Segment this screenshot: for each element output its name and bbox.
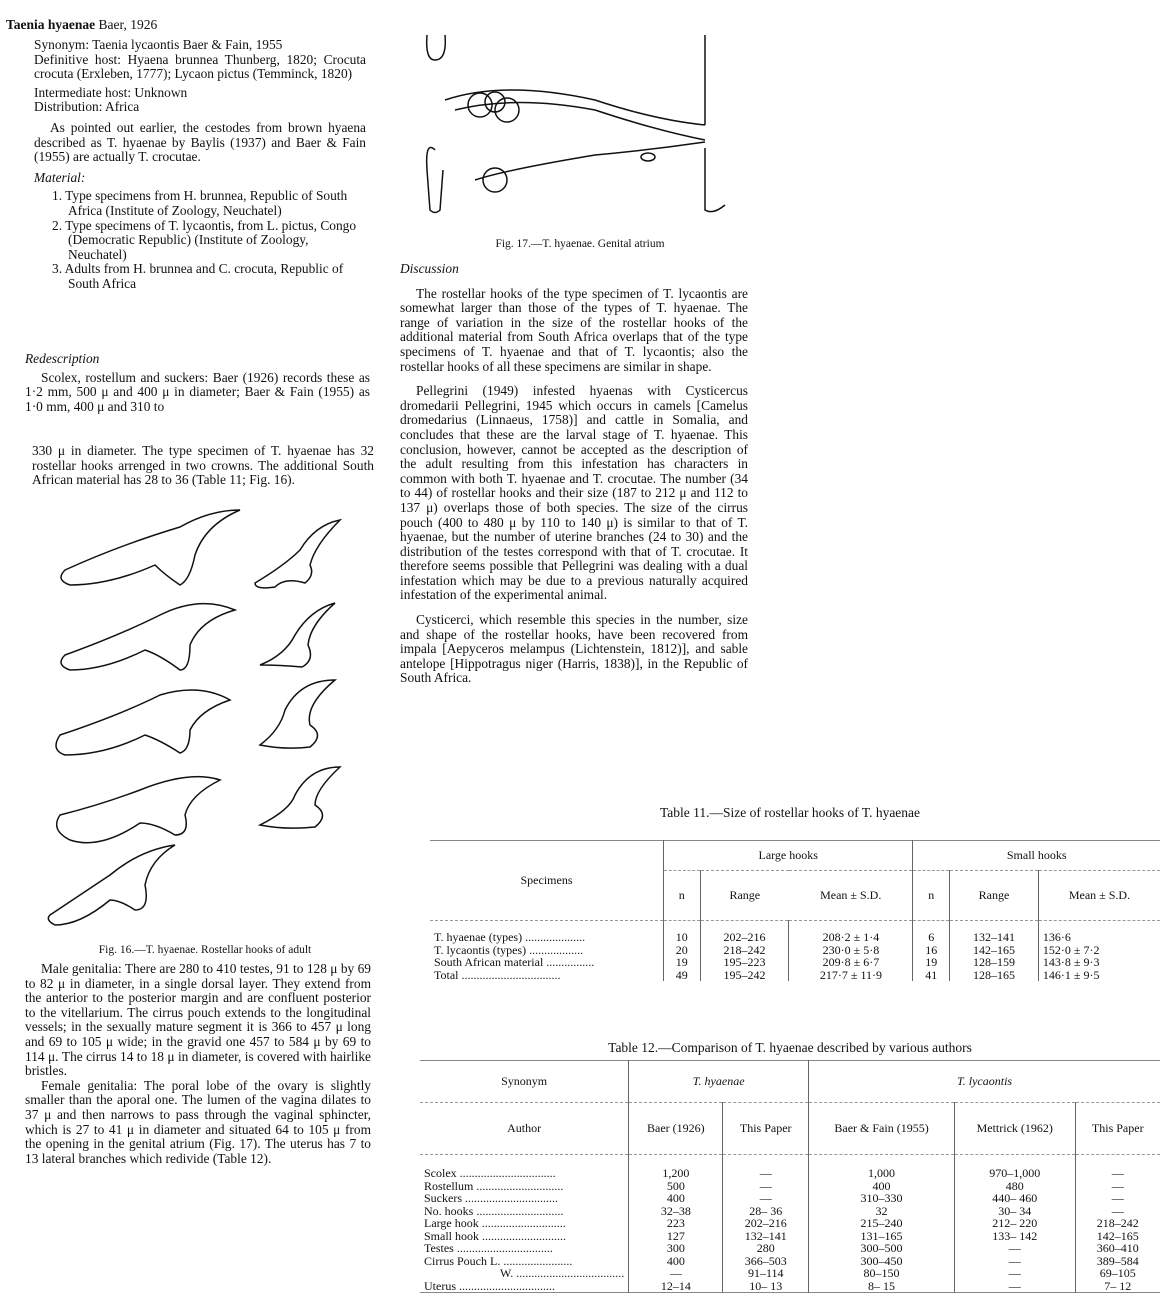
definitive-host: Definitive host: Hyaena brunnea Thunberg, 1820; Crocuta crocuta (Erxleben, 1777); Lycaon pictus (Temminck, 1820) [34,51,366,82]
col-header: Small hooks [913,841,1160,871]
table-cell: 20 [664,944,701,957]
table-cell: 300–500 [809,1242,955,1255]
table-row [430,956,1160,969]
table-cell: 202–216 [723,1217,809,1230]
table-cell: 6 [913,921,950,944]
table-cell: 152·0 ± 7·2 [1038,944,1160,957]
material-item: 2. Type specimens of T. lycaontis, from L. pictus, Congo (Democratic Republic) (Institute of Zoology, Neuchatel) [52,217,357,262]
table-cell: Scolex ................................ [424,1166,556,1180]
table-cell: — [1075,1192,1160,1205]
table-cell: 133– 142 [955,1230,1076,1243]
table-cell: Large hook ............................ [424,1216,566,1230]
table-cell: — [1075,1155,1160,1180]
redescription-heading: Redescription [25,351,100,366]
table-cell: 136·6 [1038,921,1160,944]
table-row [420,1280,1160,1293]
discussion-section [400,262,748,686]
table-cell: 128–159 [950,956,1039,969]
table-cell: 400 [629,1255,723,1268]
table-cell: T. hyaenae (types) .................... [434,930,586,944]
table-cell: 131–165 [809,1230,955,1243]
table-cell: 208·2 ± 1·4 [789,921,913,944]
table-cell: No. hooks ............................. [424,1203,564,1218]
table-cell: — [629,1267,723,1280]
discussion-paragraph: The rostellar hooks of the type specimen of T. lycaontis are somewhat larger than those of the types of T. hyaenae. The range of variation in the size of the rostellar hooks of the additional material from South Africa overlaps that of the type specimens of T. hyaenae and that of T. lycaontis; also the rostellar hooks of all these specimens are similar in shape. [400,285,748,374]
table-cell: 217·7 ± 11·9 [789,969,913,982]
table-cell: 8– 15 [809,1280,955,1293]
table-cell: Small hook ............................ [424,1228,567,1243]
table-cell: 10– 13 [723,1280,809,1293]
table-cell: 400 [809,1180,955,1193]
table-cell: — [723,1155,809,1180]
table-row [430,921,1160,944]
table-cell: — [955,1242,1076,1255]
material-list [34,189,366,291]
table-row [420,1192,1160,1205]
table-cell: Uterus ................................ [424,1278,555,1293]
table-cell: 195–242 [700,969,789,982]
fig17-genital-atrium-drawing [415,30,745,225]
table-cell: 400 [629,1192,723,1205]
table-cell: 480 [955,1180,1076,1193]
table-cell: 440– 460 [955,1192,1076,1205]
table-row [420,1267,1160,1280]
distribution: Distribution: Africa [34,99,140,115]
table12-title: Table 12.—Comparison of T. hyaenae described by various authors [608,1040,972,1055]
fig17-caption: Fig. 17.—T. hyaenae. Genital atrium [495,238,665,250]
material-heading: Material: [34,169,86,185]
genitalia-section [25,962,371,1166]
table-cell: 366–503 [723,1255,809,1268]
table-cell: 1,000 [809,1155,955,1180]
table-cell: 69–105 [1075,1267,1160,1280]
species-title: Taenia hyaenae Baer, 1926 [6,17,158,32]
table-cell: South African material ................ [434,955,595,969]
col-header: Large hooks [664,841,913,871]
table-row [430,969,1160,982]
table-cell: 30– 34 [955,1205,1076,1218]
table-cell: 132–141 [723,1230,809,1243]
table-cell: T. lycaontis (types) .................. [434,942,584,957]
table-cell: 218–242 [1075,1217,1160,1230]
table-row [420,1242,1160,1255]
discussion-heading: Discussion [400,261,459,276]
scolex-paragraph-cont: 330 μ in diameter. The type specimen of T. hyaenae has 32 rostellar hooks arrenged in two crowns. The additional South African material has 28 to 36 (Table 11; Fig. 16). [32,443,374,488]
table-cell: — [1075,1205,1160,1218]
table-cell: 142–165 [950,944,1039,957]
table-cell: — [955,1280,1076,1293]
table-cell: 300–450 [809,1255,955,1268]
table-cell: 215–240 [809,1217,955,1230]
table-cell: 146·1 ± 9·5 [1038,969,1160,982]
table-row [420,1217,1160,1230]
table-cell: 310–330 [809,1192,955,1205]
table-cell: 143·8 ± 9·3 [1038,956,1160,969]
table-cell: 91–114 [723,1267,809,1280]
col-header: Specimens [520,873,573,888]
table-cell: 970–1,000 [955,1155,1076,1180]
table-row [420,1155,1160,1180]
table-cell: W. .................................... [500,1266,625,1280]
table-cell: — [723,1192,809,1205]
table-cell: 80–150 [809,1267,955,1280]
table-cell: — [723,1180,809,1193]
table-cell: 218–242 [700,944,789,957]
table-cell: 19 [913,956,950,969]
table-cell: 32 [809,1205,955,1218]
table-cell: 7– 12 [1075,1280,1160,1293]
table-cell: 1,200 [629,1155,723,1180]
intermediate-host: Intermediate host: Unknown [34,84,188,100]
table-cell: Cirrus Pouch L. ....................... [424,1253,573,1268]
table-cell: Testes ................................ [424,1241,553,1255]
fig16-rostellar-hooks-drawing [40,505,370,935]
table-cell: 19 [664,956,701,969]
table-cell: 202–216 [700,921,789,944]
table-cell: 127 [629,1230,723,1243]
table-cell: 280 [723,1242,809,1255]
table-cell: 230·0 ± 5·8 [789,944,913,957]
material-item: 1. Type specimens from H. brunnea, Republic of South Africa (Institute of Zoology, Neuchatel) [52,188,348,218]
left-column-top [34,38,366,292]
table-cell: 12–14 [629,1280,723,1293]
table-cell: 142–165 [1075,1230,1160,1243]
table-cell: — [955,1255,1076,1268]
table-cell: 41 [913,969,950,982]
table-cell: 49 [664,969,701,982]
scolex-paragraph: Scolex, rostellum and suckers: Baer (1926) records these as 1·2 mm, 500 μ and 400 μ in diameter; Baer & Fain (1955) as 1·0 mm, 400 μ and 310 to [25,369,370,414]
table-cell: 28– 36 [723,1205,809,1218]
discussion-paragraph: Cysticerci, which resemble this species in the number, size and shape of the rostellar hooks, have been recovered from impala [Aepyceros melampus (Lichtenstein, 1812)], and sable antelope [Hippotragus niger (Harris, 1838)], in the Republic of South Africa. [400,612,748,686]
table-cell: 128–165 [950,969,1039,982]
synonym: Synonym: Taenia lycaontis Baer & Fain, 1955 [34,37,283,52]
table-cell: 32–38 [629,1205,723,1218]
female-genitalia-paragraph: Female genitalia: The poral lobe of the ovary is slightly smaller than the aporal one. The lumen of the vagina dilates to 37 μ and then narrows to pass through the vaginal sphincter, which is 27 to 41 μ in diameter and situated 64 to 105 μ from the opening in the genital atrium (Fig. 17). The uterus has 7 to 13 lateral branches which redivide (Table 12). [25,1077,371,1166]
table-cell: — [1075,1180,1160,1193]
table-cell: 223 [629,1217,723,1230]
table-cell: 389–584 [1075,1255,1160,1268]
male-genitalia-paragraph: Male genitalia: There are 280 to 410 testes, 91 to 128 μ by 69 to 82 μ in diameter, in a single dorsal layer. They extend from the anterior to the posterior margin and are confluent posterior to the vitellarium. The cirrus pouch extends to the longitudinal vessels; in the sexually mature segment it is 366 to 457 μ long and 69 to 105 μ wide; in the gravid one 457 to 584 μ by 69 to 114 μ. The cirrus 14 to 18 μ in diameter, is covered with hairlike bristles. [25,961,371,1079]
table-cell: Suckers ............................... [424,1191,558,1205]
table12: Synonym T. hyaenae T. lycaontis Author Baer (1926) This Paper Baer & Fain (1955) Mettrick (1962) This Paper Scolex ................................ 1,200 — 1,000 970–1,000 — Rostellum ............................. 500 — 400 480 — Suckers ............................... 400 — 310–330 440– 460 — No. hooks ............................. 32–38 28– 36 32 30– 34 — Large hook ............................ 223 202–216 215–240 212– 220 218–242 Small hook ............................ 127 132–141 131–165 133– 142 142–165 Testes ................................ 300 280 300–500 — 360–410 Cirrus Pouch L. ....................... 400 366–503 300–450 — 389–584 W. .................................... — 91–114 80–150 — 69–105 Uterus ................................ 12–14 10– 13 8– 15 — 7– 12 [420,1060,1160,1293]
table-cell: 209·8 ± 6·7 [789,956,913,969]
redescription-section [25,352,370,414]
table11-title: Table 11.—Size of rostellar hooks of T. hyaenae [659,805,921,820]
table-cell: 360–410 [1075,1242,1160,1255]
table-cell: — [955,1267,1076,1280]
table-cell: Rostellum ............................. [424,1178,564,1193]
intro-paragraph: As pointed out earlier, the cestodes from brown hyaena described as T. hyaenae by Baylis (1937) and Baer & Fain (1955) are actually T. crocutae. [34,119,366,165]
material-item: 3. Adults from H. brunnea and C. crocuta, Republic of South Africa [52,261,344,291]
table-cell: Total ................................. [434,967,561,982]
table-cell: 132–141 [950,921,1039,944]
table-cell: 212– 220 [955,1217,1076,1230]
table-cell: 16 [913,944,950,957]
table-cell: 300 [629,1242,723,1255]
table11: Specimens Large hooks Small hooks n Range Mean ± S.D. n Range Mean ± S.D. T. hyaenae (types) .................... 10 202–216 208·2 ± 1·4 6 132–141 136·6 T. lycaontis (types) .................. 20 218–242 230·0 ± 5·8 16 142–165 152·0 ± 7·2 South African material ................ 19 195–223 209·8 ± 6·7 19 128–159 143·8 ± 9·3 Total ................................. 49 195–242 217·7 ± 11·9 41 128–165 146·1 ± 9·5 [430,840,1160,981]
discussion-paragraph: Pellegrini (1949) infested hyaenas with Cysticercus dromedarii Pellegrini, 1945 which occurs in camels [Camelus dromedarius (Linnaeus, 1758)] and cattle in Somalia, and concludes that these are the larval stage of T. hyaenae. This conclusion, however, cannot be accepted as the description of the adult resulting from this infestation has characters in common with both T. hyaenae and T. crocutae. The number (34 to 44) of rostellar hooks and their size (187 to 212 μ and 112 to 137 μ) overlaps those of both species. The size of the cirrus pouch (400 to 480 μ by 110 to 140 μ) is similar to that of T. hyaenae, but the number of uterine branches (24 to 30) and the distribution of the testes correspond with that of T. crocutae. It therefore seems possible that Pellegrini was dealing with a dual infestation which may be due to a previous naturally acquired infestation of the experimental animal. [400,383,748,603]
table-cell: 500 [629,1180,723,1193]
table-cell: 10 [664,921,701,944]
table-cell: 195–223 [700,956,789,969]
fig16-caption: Fig. 16.—T. hyaenae. Rostellar hooks of adult [98,944,312,956]
